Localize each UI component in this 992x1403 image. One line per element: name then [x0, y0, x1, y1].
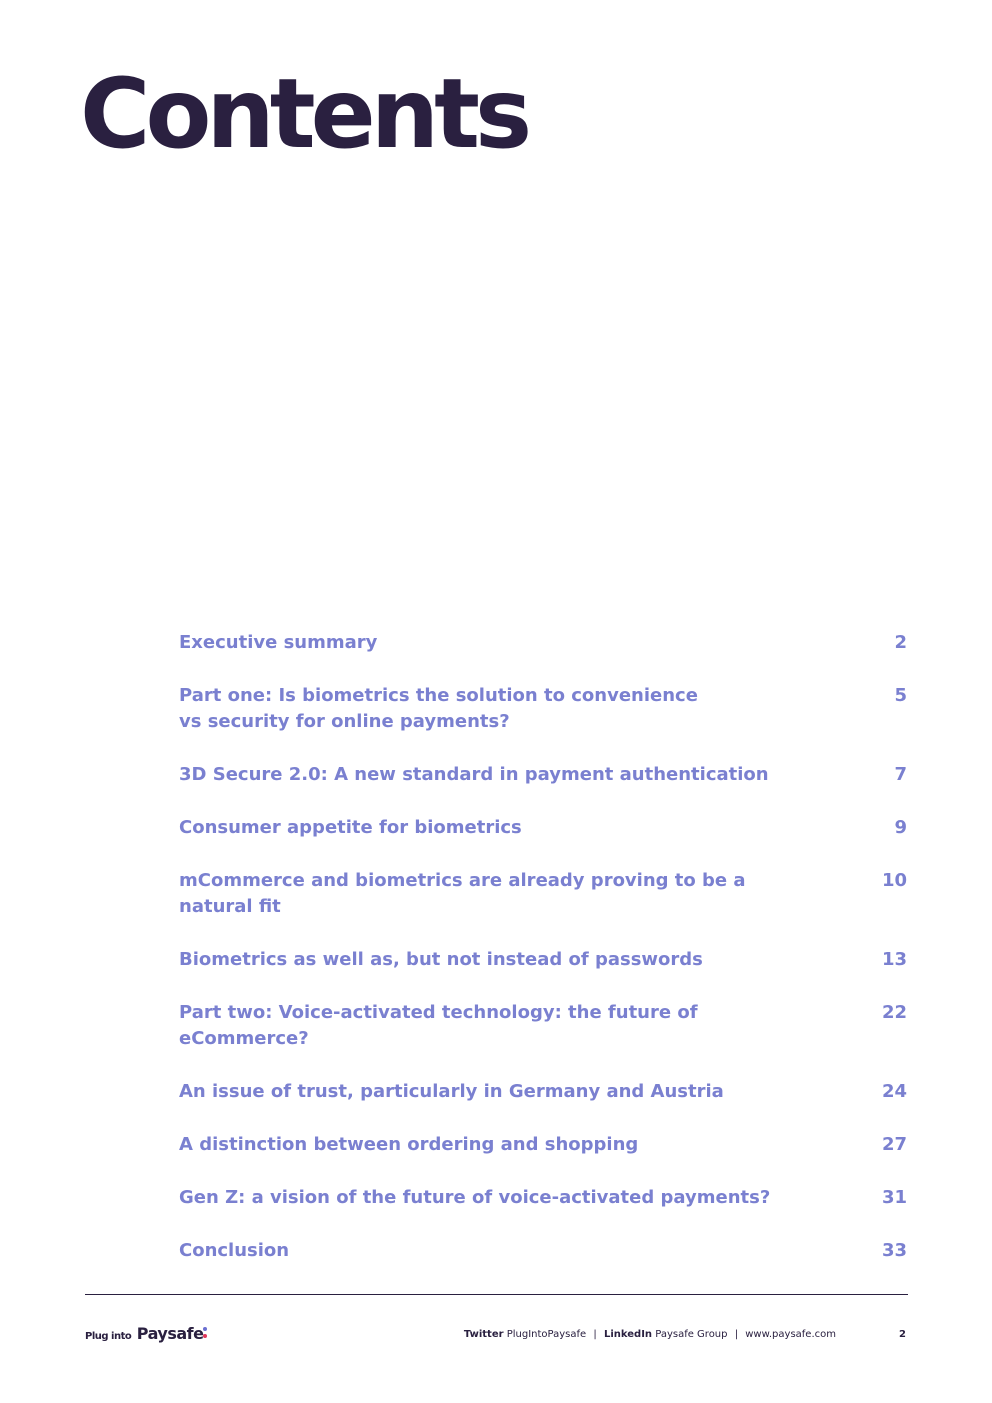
twitter-handle[interactable]: PlugIntoPaysafe: [506, 1329, 587, 1340]
toc-entry-title[interactable]: An issue of trust, particularly in Germany and Austria: [179, 1081, 724, 1102]
toc-entry-page[interactable]: 13: [881, 949, 907, 970]
toc-entry-page[interactable]: 22: [881, 1002, 907, 1023]
toc-entry[interactable]: [179, 762, 907, 788]
toc-entry[interactable]: [179, 1079, 907, 1105]
toc-entry-title[interactable]: mCommerce and biometrics are already proving to be a natural fit: [179, 870, 746, 917]
toc-entry-page[interactable]: 5: [894, 685, 907, 706]
logo-dots-icon: [203, 1327, 207, 1339]
toc-entry-title[interactable]: Biometrics as well as, but not instead of passwords: [179, 949, 703, 970]
toc-entry[interactable]: [179, 630, 907, 656]
toc-entry-page[interactable]: 7: [894, 764, 907, 785]
toc-entry[interactable]: [179, 815, 907, 841]
toc-entry-title[interactable]: Part two: Voice-activated technology: the future of eCommerce?: [179, 1002, 698, 1049]
toc-entry-title[interactable]: Conclusion: [179, 1240, 290, 1261]
toc-entry[interactable]: [179, 683, 907, 735]
separator: |: [593, 1329, 597, 1340]
toc-entry[interactable]: [179, 1000, 907, 1052]
toc-entry-title[interactable]: Executive summary: [179, 632, 378, 653]
toc-entry[interactable]: [179, 1238, 907, 1264]
website-link[interactable]: www.paysafe.com: [745, 1329, 836, 1340]
logo-brand: Paysafe: [136, 1324, 204, 1343]
toc-entry-title[interactable]: 3D Secure 2.0: A new standard in payment authentication: [179, 764, 769, 785]
footer: [85, 1322, 908, 1348]
social-links: [464, 1329, 836, 1340]
table-of-contents: [179, 630, 907, 1291]
toc-entry-page[interactable]: 31: [881, 1187, 907, 1208]
linkedin-handle[interactable]: Paysafe Group: [655, 1329, 728, 1340]
toc-entry-title[interactable]: Gen Z: a vision of the future of voice-activated payments?: [179, 1187, 771, 1208]
separator: |: [734, 1329, 739, 1340]
toc-entry[interactable]: [179, 1132, 907, 1158]
toc-entry-page[interactable]: 10: [881, 870, 907, 891]
toc-entry-page[interactable]: 33: [881, 1240, 907, 1261]
toc-entry-page[interactable]: 9: [894, 817, 907, 838]
toc-entry-page[interactable]: 27: [881, 1134, 907, 1155]
page-number: 2: [899, 1329, 906, 1340]
toc-entry[interactable]: [179, 1185, 907, 1211]
toc-entry-page[interactable]: 24: [881, 1081, 907, 1102]
footer-divider: [85, 1294, 908, 1295]
page-title: Contents: [80, 58, 528, 170]
toc-entry-title[interactable]: Consumer appetite for biometrics: [179, 817, 522, 838]
toc-entry-title[interactable]: Part one: Is biometrics the solution to convenience vs security for online payments?: [179, 685, 698, 732]
toc-entry[interactable]: [179, 947, 907, 973]
toc-entry-page[interactable]: 2: [894, 632, 907, 653]
toc-entry[interactable]: [179, 868, 907, 920]
logo-prefix: Plug into: [85, 1331, 132, 1342]
toc-entry-title[interactable]: A distinction between ordering and shopping: [179, 1134, 639, 1155]
twitter-label: Twitter: [463, 1329, 504, 1340]
paysafe-logo: [85, 1324, 207, 1343]
linkedin-label: LinkedIn: [603, 1329, 653, 1340]
